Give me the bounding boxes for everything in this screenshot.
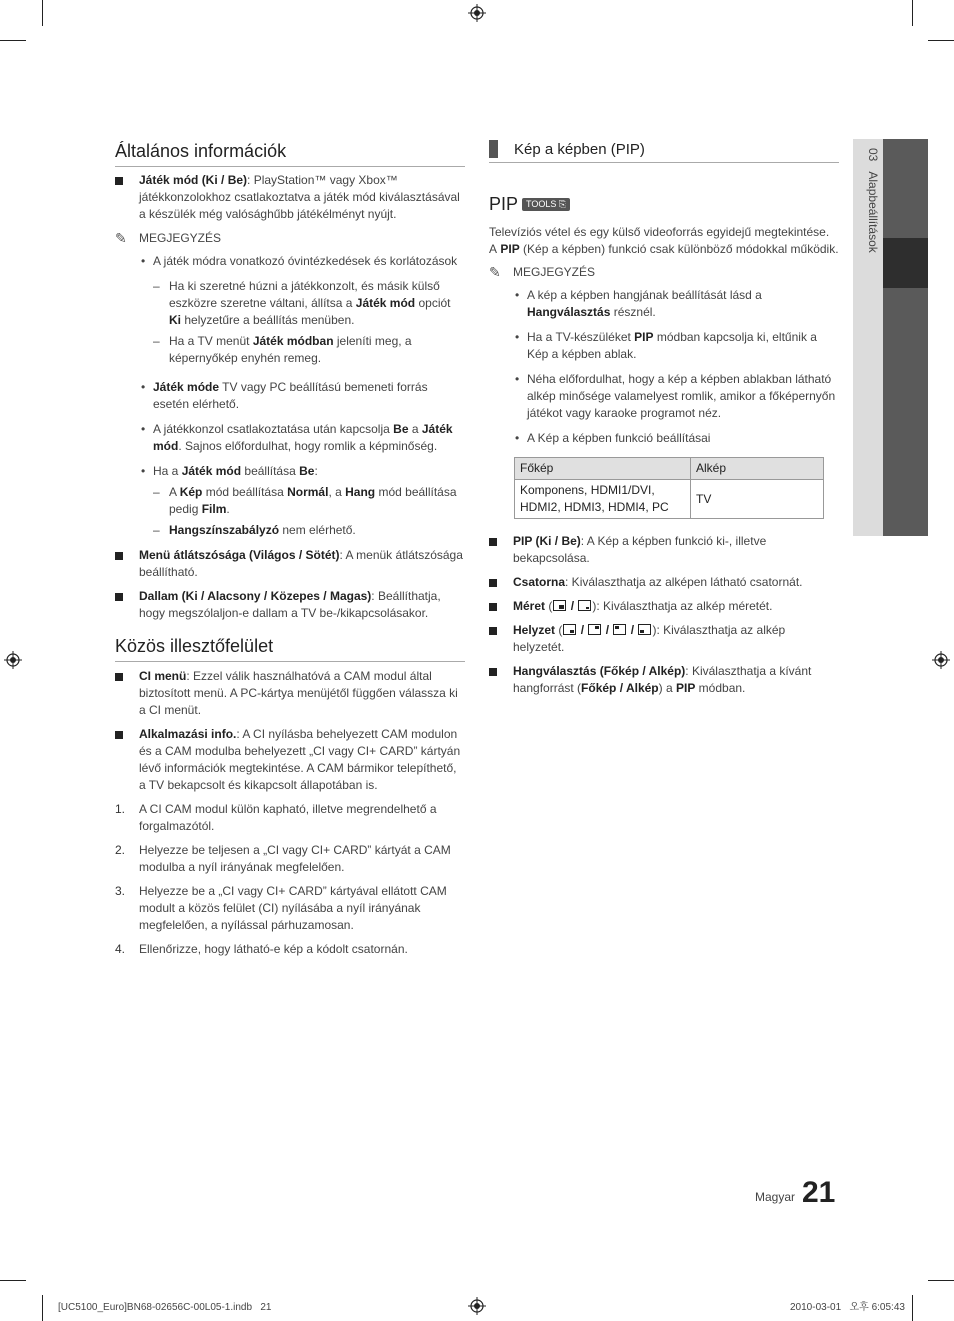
pip-position-top-right-icon <box>588 624 601 635</box>
crop-mark <box>0 1280 26 1281</box>
list-item-melody: Dallam (Ki / Alacsony / Közepes / Magas): Beállíthatja, hogy megszólaljon-e dallam a TV be-/kikapcsolásakor. <box>115 588 465 622</box>
registration-mark-icon <box>468 4 486 22</box>
square-bullet-icon <box>489 603 497 611</box>
list-item: • A Kép a képben funkció beállításai <box>515 431 711 445</box>
list-item-size: Méret ( / ): Kiválaszthatja az alkép méretét. <box>489 598 839 615</box>
side-tab-dark-block <box>883 139 928 536</box>
list-item-position: Helyzet ( / / / ): Kiválaszthatja az alkép helyzetét. <box>489 622 839 656</box>
side-tab-label <box>855 148 881 253</box>
chapter-number: 03 <box>866 148 880 162</box>
crop-mark <box>42 0 43 26</box>
list-item: – Ha a TV menüt Játék módban jeleníti meg, a képernyőkép enyhén remeg. <box>153 334 412 365</box>
square-bullet-icon <box>115 673 123 681</box>
tools-badge: TOOLS ⎘ <box>522 198 570 211</box>
step-item: 1. A CI CAM modul külön kapható, illetve megrendelhető a forgalmazótól. <box>115 802 437 833</box>
pip-settings-table <box>514 457 824 519</box>
pip-size-large-icon <box>553 600 566 611</box>
list-item: • A kép a képben hangjának beállítását lásd a Hangválasztás résznél. <box>515 288 762 319</box>
list-item-channel: Csatorna: Kiválaszthatja az alképen látható csatornát. <box>489 574 839 591</box>
note-heading: ✎ MEGJEGYZÉS <box>489 264 596 280</box>
print-file-info: [UC5100_Euro]BN68-02656C-00L05-1.indb 21 <box>58 1302 272 1313</box>
page-number: 21 <box>802 1176 836 1209</box>
list-item: • Ha a TV-készüléket PIP módban kapcsolja ki, eltűnik a Kép a képben ablak. <box>515 330 817 361</box>
crop-mark <box>0 40 26 41</box>
square-bullet-icon <box>489 538 497 546</box>
crop-mark <box>42 1295 43 1321</box>
step-item: 2. Helyezze be teljesen a „CI vagy CI+ CARD” kártyát a CAM modulba a nyíl irányának megfelelően. <box>115 843 451 874</box>
table-cell: Komponens, HDMI1/DVI, HDMI2, HDMI3, HDMI4, PC <box>515 480 691 519</box>
table-header-cell: Főkép <box>515 458 691 480</box>
crop-mark <box>928 40 954 41</box>
crop-mark <box>912 1295 913 1321</box>
list-item: • Játék móde TV vagy PC beállítású bemeneti forrás esetén elérhető. <box>141 380 428 411</box>
list-item: • A játékkonzol csatlakoztatása után kapcsolja Be a Játék mód. Sajnos előfordulhat, hogy romlik a képminőség. <box>141 422 453 453</box>
list-item: • Ha a Játék mód beállítása Be: <box>141 464 318 478</box>
side-tab-highlight <box>883 238 928 288</box>
pip-position-bottom-left-icon <box>638 624 651 635</box>
square-bullet-icon <box>489 668 497 676</box>
pip-heading: PIP TOOLS ⎘ <box>489 194 570 214</box>
section-title-pip: Kép a képben (PIP) <box>489 140 839 163</box>
square-bullet-icon <box>115 731 123 739</box>
list-item-sound-select: Hangválasztás (Főkép / Alkép): Kiválaszthatja a kívánt hangforrást (Főkép / Alkép) a PIP módban. <box>489 663 839 697</box>
list-item: – Ha ki szeretné húzni a játékkonzolt, és másik külső eszközre szeretne váltani, állítsa a Játék mód opciót Ki helyzetűre a beállítás menüben. <box>153 279 451 327</box>
list-item-menu-transparency: Menü átlátszósága (Világos / Sötét): A menük átlátszósága beállítható. <box>115 547 465 581</box>
list-item-game-mode: Játék mód (Ki / Be): PlayStation™ vagy Xbox™ játékkonzolokhoz csatlakoztatva a játék mód kiválasztásával a készülék még valósághűbb játékélményt nyújt. <box>115 172 465 223</box>
step-item: 4. Ellenőrizze, hogy látható-e kép a kódolt csatornán. <box>115 942 408 956</box>
list-item: • A játék módra vonatkozó óvintézkedések és korlátozások <box>141 254 458 268</box>
left-column-part2 <box>115 668 465 965</box>
square-bullet-icon <box>489 627 497 635</box>
step-item: 3. Helyezze be a „CI vagy CI+ CARD” kártyával ellátott CAM modult a közös felület (CI) nyílásába a nyíl irányának megfelelően, a nyílással párhuzamosan. <box>115 884 447 932</box>
crop-mark <box>912 0 913 26</box>
square-bullet-icon <box>115 177 123 185</box>
square-bullet-icon <box>489 579 497 587</box>
list-item-app-info: Alkalmazási info.: A CI nyílásba behelyezett CAM modulon és a CAM modulba behelyezett „CI vagy CI+ CARD” kártyán lévő információk megtekintése. A CAM bármikor telepíthető, a TV bekapcsolt és kikapcsolt állapotában is. <box>115 726 465 794</box>
note-heading: ✎ MEGJEGYZÉS <box>115 230 222 246</box>
registration-mark-icon <box>468 1297 486 1315</box>
list-item: • Néha előfordulhat, hogy a kép a képben ablakban látható alkép minősége valamelyest romlik, amikor a főképernyőn játékot vagy karaoke programot néz. <box>515 372 836 420</box>
list-item-pip-onoff: PIP (Ki / Be): A Kép a képben funkció ki-, illetve bekapcsolása. <box>489 533 839 567</box>
right-column <box>489 224 839 704</box>
tools-icon: ⎘ <box>558 199 567 209</box>
pip-size-small-icon <box>578 600 591 611</box>
list-item: – Hangszínszabályzó nem elérhető. <box>153 523 356 537</box>
list-item: – A Kép mód beállítása Normál, a Hang mód beállítása pedig Film. <box>153 485 457 516</box>
registration-mark-icon <box>932 651 950 669</box>
table-header-cell: Alkép <box>691 458 824 480</box>
print-date-info: 2010-03-01 오후 6:05:43 <box>790 1302 905 1313</box>
pip-position-bottom-right-icon <box>563 624 576 635</box>
table-cell: TV <box>691 480 824 519</box>
square-bullet-icon <box>115 593 123 601</box>
pip-intro: Televíziós vétel és egy külső videoforrás egyidejű megtekintése. A PIP (Kép a képben) funkció csak különböző módokkal működik. <box>489 225 839 256</box>
registration-mark-icon <box>4 651 22 669</box>
crop-mark <box>928 1280 954 1281</box>
footer-language: Magyar <box>755 1190 796 1204</box>
square-bullet-icon <box>115 552 123 560</box>
list-item-ci-menu: CI menü: Ezzel válik használhatóvá a CAM modul által biztosított menü. A PC-kártya menüjétől függően válassza ki a CI menüt. <box>115 668 465 719</box>
pip-position-top-left-icon <box>613 624 626 635</box>
left-column-part1 <box>115 172 465 629</box>
table-row <box>515 480 824 519</box>
table-header-row <box>515 458 824 480</box>
pencil-icon: ✎ <box>115 230 127 246</box>
section-title-general: Általános információk <box>115 140 465 167</box>
section-title-common-interface: Közös illesztőfelület <box>115 635 465 662</box>
section-marker <box>489 140 498 158</box>
chapter-title: Alapbeállítások <box>866 171 880 253</box>
pencil-icon: ✎ <box>489 264 501 280</box>
